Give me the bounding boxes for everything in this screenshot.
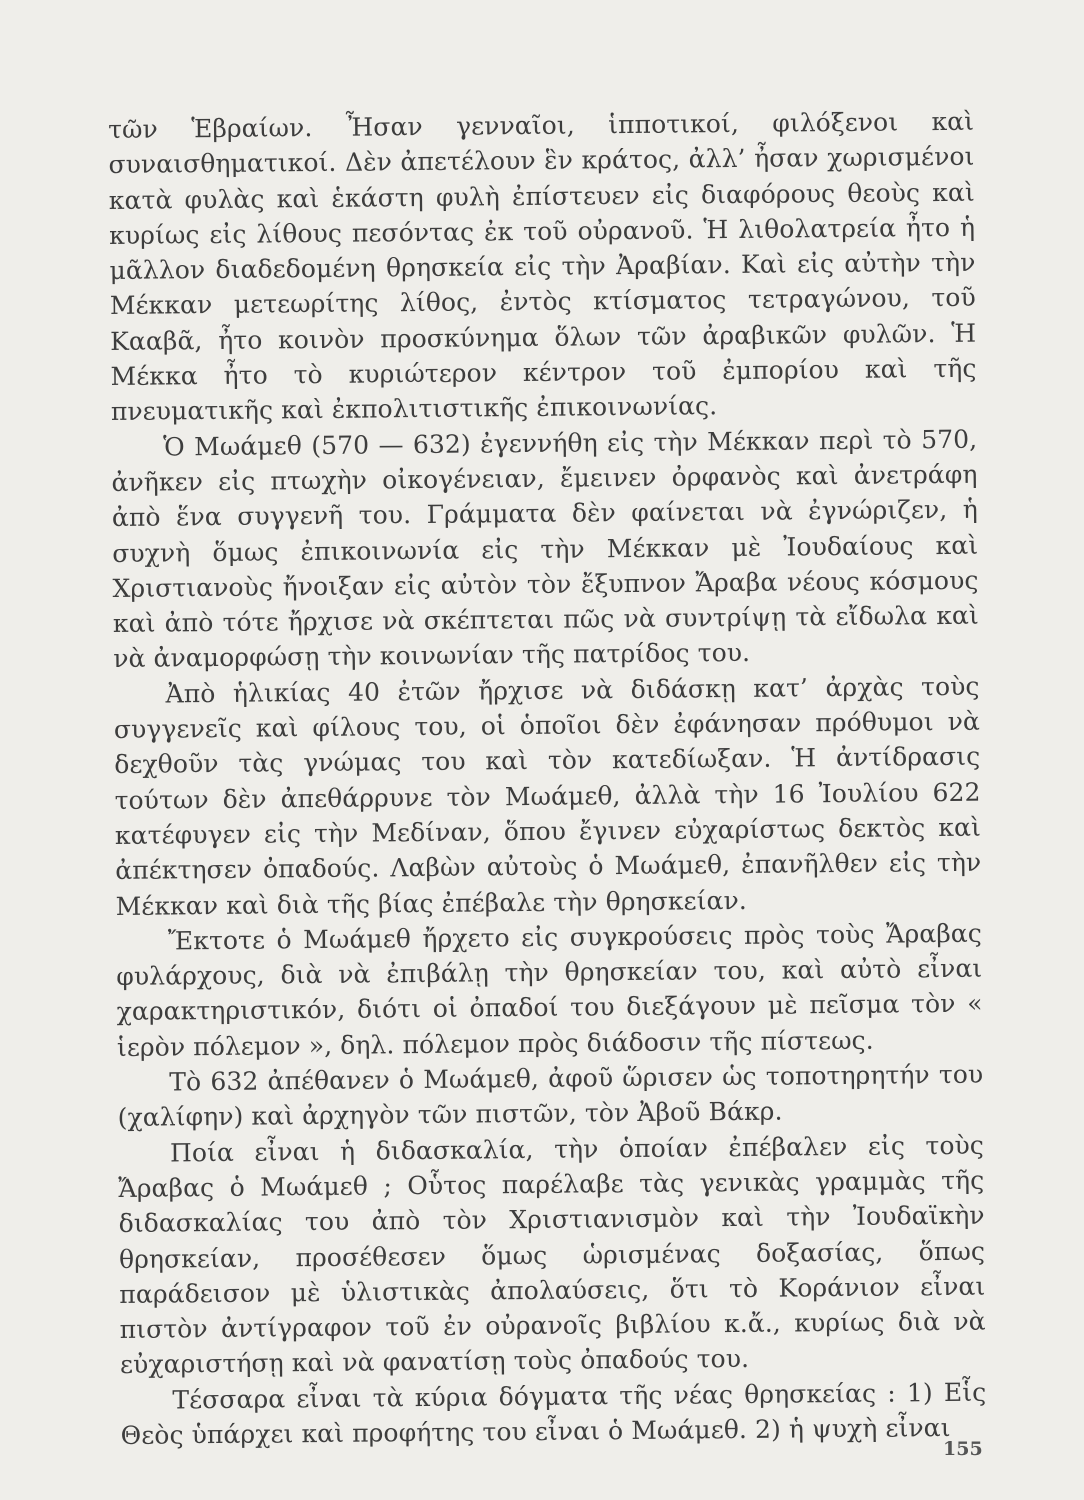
page-number: 155 [943,1438,983,1460]
paragraph-5: Τὸ 632 ἀπέθανεν ὁ Μωάμεθ, ἀφοῦ ὥρισεν ὡς τοποτηρητήν του (χαλίφην) καὶ ἀρχηγὸν τῶν πιστῶν, τὸν Ἀβοῦ Βάκρ. [117,1059,984,1133]
paragraph-7: Τέσσαρα εἶναι τὰ κύρια δόγματα τῆς νέας θρησκείας : 1) Εἷς Θεὸς ὑπάρχει καὶ προφήτης του εἶναι ὁ Μωάμεθ. 2) ἡ ψυχὴ εἶναι [120,1377,987,1450]
paragraph-4: Ἔκτοτε ὁ Μωάμεθ ἤρχετο εἰς συγκρούσεις πρὸς τοὺς Ἄραβας φυλάρχους, διὰ νὰ ἐπιβάλῃ τὴν θρησκείαν του, καὶ αὐτὸ εἶναι χαρακτηριστικόν, διότι οἱ ὀπαδοί του διεξάγουν μὲ πεῖσμα τὸν « ἱερὸν πόλεμον », δηλ. πόλεμον πρὸς διάδοσιν τῆς πίστεως. [116,918,983,1062]
paragraph-1: τῶν Ἑβραίων. Ἦσαν γενναῖοι, ἱπποτικοί, φιλόξενοι καὶ συναισθηματικοί. Δὲν ἀπετέλουν ἓν κράτος, ἀλλ’ ἦσαν χωρισμένοι κατὰ φυλὰς καὶ ἑκάστη φυλὴ ἐπίστευεν εἰς διαφόρους θεοὺς καὶ κυρίως εἰς λίθους πεσόντας ἐκ τοῦ οὐρανοῦ. Ἡ λιθολατρεία ἦτο ἡ μᾶλλον διαδεδομένη θρησκεία εἰς τὴν Ἀραβίαν. Καὶ εἰς αὐτὴν τὴν Μέκκαν μετεωρίτης λίθος, ἐντὸς κτίσματος τετραγώνου, τοῦ Κααβᾶ, ἦτο κοινὸν προσκύνημα ὅλων τῶν ἀραβικῶν φυλῶν. Ἡ Μέκκα ἦτο τὸ κυριώτερον κέντρον τοῦ ἐμπορίου καὶ τῆς πνευματικῆς καὶ ἐκπολιτιστικῆς ἐπικοινωνίας. [108,106,977,427]
paragraph-3: Ἀπὸ ἡλικίας 40 ἐτῶν ἤρχισε νὰ διδάσκῃ κατ’ ἀρχὰς τοὺς συγγενεῖς καὶ φίλους του, οἱ ὁποῖοι δὲν ἐφάνησαν πρόθυμοι νὰ δεχθοῦν τὰς γνώμας του καὶ τὸν κατεδίωξαν. Ἡ ἀντίδρασις τούτων δὲν ἀπεθάρρυνε τὸν Μωάμεθ, ἀλλὰ τὴν 16 Ἰουλίου 622 κατέφυγεν εἰς τὴν Μεδίναν, ὅπου ἔγινεν εὐχαρίστως δεκτὸς καὶ ἀπέκτησεν ὀπαδούς. Λαβὼν αὐτοὺς ὁ Μωάμεθ, ἐπανῆλθεν εἰς τὴν Μέκκαν καὶ διὰ τῆς βίας ἐπέβαλε τὴν θρησκείαν. [113,671,982,921]
body-text [108,104,987,1454]
paragraph-6: Ποία εἶναι ἡ διδασκαλία, τὴν ὁποίαν ἐπέβαλεν εἰς τοὺς Ἄραβας ὁ Μωάμεθ ; Οὗτος παρέλαβε τὰς γενικὰς γραμμὰς τῆς διδασκαλίας του ἀπὸ τὸν Χριστιανισμὸν καὶ τὴν Ἰουδαϊκὴν θρησκείαν, προσέθεσεν ὅμως ὡρισμένας δοξασίας, ὅπως παράδεισον μὲ ὑλιστικὰς ἀπολαύσεις, ὅτι τὸ Κοράνιον εἶναι πιστὸν ἀντίγραφον τοῦ ἐν οὐρανοῖς βιβλίου κ.ἄ., κυρίως διὰ νὰ εὐχαριστήσῃ καὶ νὰ φανατίσῃ τοὺς ὀπαδούς του. [118,1130,986,1380]
paragraph-2: Ὁ Μωάμεθ (570 — 632) ἐγεννήθη εἰς τὴν Μέκκαν περὶ τὸ 570, ἀνῆκεν εἰς πτωχὴν οἰκογένειαν, ἔμεινεν ὀρφανὸς καὶ ἀνετράφη ἀπὸ ἕνα συγγενῆ του. Γράμματα δὲν φαίνεται νὰ ἐγνώριζεν, ἡ συχνὴ ὅμως ἐπικοινωνία εἰς τὴν Μέκκαν μὲ Ἰουδαίους καὶ Χριστιανοὺς ἤνοιξαν εἰς αὐτὸν τὸν ἔξυπνον Ἄραβα νέους κόσμους καὶ ἀπὸ τότε ἤρχισε νὰ σκέπτεται πῶς νὰ συντρίψῃ τὰ εἴδωλα καὶ νὰ ἀναμορφώσῃ τὴν κοινωνίαν τῆς πατρίδος του. [111,424,980,674]
